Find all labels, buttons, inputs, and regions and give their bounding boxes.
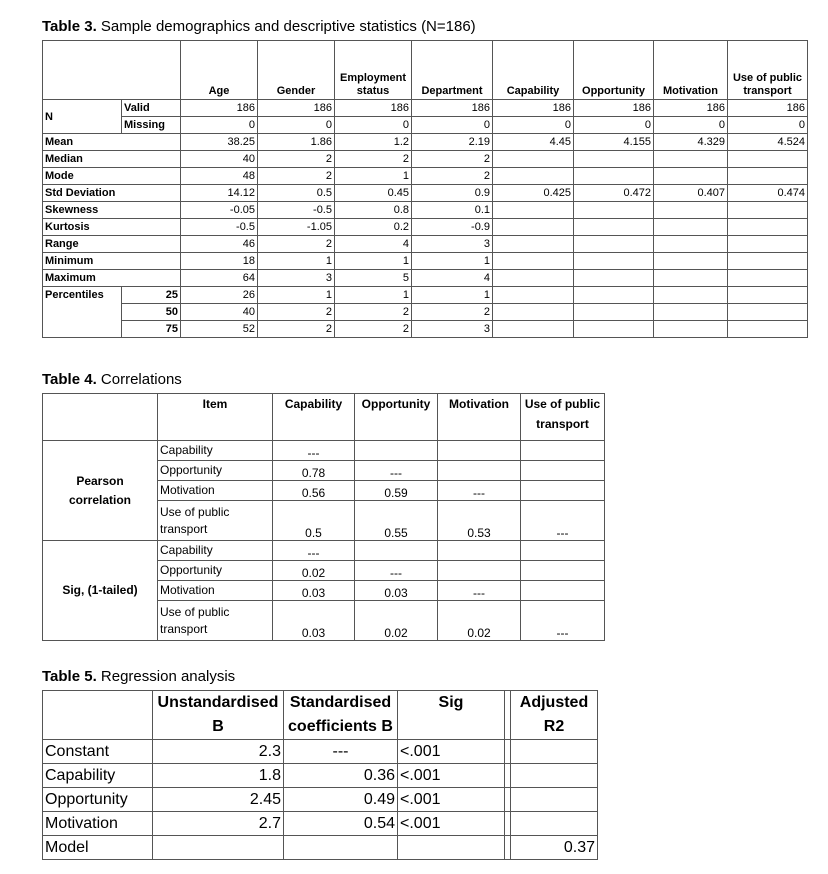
table3-cell: 0.425	[493, 185, 574, 202]
table3-cell	[728, 321, 808, 338]
table3-cell	[493, 151, 574, 168]
table3-row-sublabel: Missing	[122, 117, 181, 134]
table3-row	[43, 253, 808, 270]
table4-item-label: Opportunity	[158, 561, 273, 581]
table4-group-label: Sig, (1-tailed)	[43, 541, 158, 641]
table4-cell: 0.53	[438, 501, 521, 541]
table3-cell: 186	[412, 100, 493, 117]
table3-cell: 0	[412, 117, 493, 134]
table3-cell	[493, 270, 574, 287]
table3-cell	[493, 304, 574, 321]
table4-cell	[521, 581, 605, 601]
table5-unstandardised-b	[153, 836, 284, 860]
table3-cell: 1	[258, 287, 335, 304]
table4-cell: ---	[521, 501, 605, 541]
table3-cell: 40	[181, 151, 258, 168]
table5-adjusted-r2	[511, 812, 598, 836]
table3-row-label: Skewness	[43, 202, 181, 219]
table3-cell	[728, 202, 808, 219]
table3-cell	[728, 304, 808, 321]
table4-cell: ---	[438, 481, 521, 501]
table3-cell: 1	[335, 168, 412, 185]
table3-cell	[728, 270, 808, 287]
table4-cell	[521, 541, 605, 561]
table3-column-header: Gender	[258, 41, 335, 100]
table3-cell	[574, 253, 654, 270]
table3-cell: 1	[258, 253, 335, 270]
table3-percentile-value: 25	[122, 287, 181, 304]
table4-row	[43, 541, 605, 561]
table3-cell: 4	[335, 236, 412, 253]
table3-percentile-row	[43, 287, 808, 304]
table3-cell	[574, 236, 654, 253]
table3-cell: 0	[181, 117, 258, 134]
table4-cell	[521, 461, 605, 481]
table3-header-row	[43, 41, 808, 100]
table3-cell	[728, 253, 808, 270]
table3-row	[43, 185, 808, 202]
table3-cell: 0	[258, 117, 335, 134]
table3-cell	[493, 321, 574, 338]
table3-caption	[42, 18, 476, 35]
table4-cell: 0.78	[273, 461, 355, 481]
table3-cell: 52	[181, 321, 258, 338]
table4-cell	[438, 441, 521, 461]
table3-cell: 2	[335, 151, 412, 168]
table4-cell: ---	[355, 461, 438, 481]
table4-caption-number: Table 4.	[42, 371, 97, 388]
table3-cell	[574, 270, 654, 287]
table3-cell: 3	[412, 321, 493, 338]
table4-caption	[42, 371, 182, 388]
table3-caption-text: Sample demographics and descriptive statistics (N=186)	[96, 18, 476, 35]
table3-cell: 0.1	[412, 202, 493, 219]
table4-item-label: Capability	[158, 541, 273, 561]
table3-cell: 186	[654, 100, 728, 117]
table4-cell: 0.5	[273, 501, 355, 541]
table3-n-label: N	[43, 100, 122, 134]
table3-cell	[654, 202, 728, 219]
table3-cell: 0	[335, 117, 412, 134]
table3-cell: 46	[181, 236, 258, 253]
table4-item-label: Capability	[158, 441, 273, 461]
table3-cell	[728, 151, 808, 168]
table5-caption-text: Regression analysis	[96, 668, 236, 685]
table3-column-header: Capability	[493, 41, 574, 100]
table3-cell: -0.05	[181, 202, 258, 219]
table3-cell: 1.86	[258, 134, 335, 151]
table4-cell: ---	[521, 601, 605, 641]
table3-cell: 2	[412, 304, 493, 321]
table3-cell: 0.407	[654, 185, 728, 202]
table3-cell: -1.05	[258, 219, 335, 236]
table3-cell: 48	[181, 168, 258, 185]
table5-sig	[398, 836, 505, 860]
table3-cell: 3	[412, 236, 493, 253]
table3-row-label: Kurtosis	[43, 219, 181, 236]
table3-cell: 2.19	[412, 134, 493, 151]
table3-cell	[574, 151, 654, 168]
table3-cell	[654, 219, 728, 236]
table4-cell: 0.55	[355, 501, 438, 541]
table3-cell	[654, 236, 728, 253]
table3-caption-number: Table 3.	[42, 18, 97, 35]
table5-sig: <.001	[398, 788, 505, 812]
table3-cell	[654, 321, 728, 338]
table3-row-label: Std Deviation	[43, 185, 181, 202]
table3-column-header: Motivation	[654, 41, 728, 100]
table3-cell	[728, 219, 808, 236]
table4-item-label: Motivation	[158, 581, 273, 601]
table3-row-label: Maximum	[43, 270, 181, 287]
table4-cell: ---	[355, 561, 438, 581]
table3-row-sublabel: Valid	[122, 100, 181, 117]
table5-row	[43, 740, 598, 764]
table4-group-label: Pearson correlation	[43, 441, 158, 541]
table3-cell: 64	[181, 270, 258, 287]
table4-column-header: Use of public transport	[521, 394, 605, 441]
table4-cell: 0.03	[273, 601, 355, 641]
table3-cell: 2	[258, 168, 335, 185]
table5-unstandardised-b: 2.45	[153, 788, 284, 812]
table5-standardised-b: 0.36	[284, 764, 398, 788]
table4-cell	[521, 561, 605, 581]
table4-caption-text: Correlations	[96, 371, 182, 388]
table4-column-header: Item	[158, 394, 273, 441]
table3-cell: 26	[181, 287, 258, 304]
table3-cell	[654, 168, 728, 185]
table3-cell	[493, 168, 574, 185]
table5-column-header: Adjusted R2	[511, 691, 598, 740]
table4-cell: 0.59	[355, 481, 438, 501]
table3-cell: 38.25	[181, 134, 258, 151]
table3-cell	[728, 287, 808, 304]
table3-cell: 2	[335, 321, 412, 338]
table5-column-header: Sig	[398, 691, 505, 740]
table3-row-label: Range	[43, 236, 181, 253]
table5-regression-analysis	[42, 690, 598, 860]
table4-corner-cell	[43, 394, 158, 441]
table4-correlations	[42, 393, 605, 641]
table3-cell: 4	[412, 270, 493, 287]
table4-cell	[438, 541, 521, 561]
table3-cell	[654, 151, 728, 168]
table4-cell	[355, 441, 438, 461]
table3-cell: 1	[412, 253, 493, 270]
table5-column-header: Standardised coefficients B	[284, 691, 398, 740]
table3-cell: 2	[258, 151, 335, 168]
table3-cell: 186	[335, 100, 412, 117]
table3-cell: 14.12	[181, 185, 258, 202]
table3-row	[43, 117, 808, 134]
table5-standardised-b: 0.54	[284, 812, 398, 836]
table5-caption	[42, 668, 235, 685]
table4-cell: 0.02	[355, 601, 438, 641]
table3-cell: 5	[335, 270, 412, 287]
table4-header-row	[43, 394, 605, 441]
table3-cell	[574, 321, 654, 338]
table3-row	[43, 168, 808, 185]
table5-row	[43, 836, 598, 860]
table3-cell: -0.9	[412, 219, 493, 236]
table3-cell: 1.2	[335, 134, 412, 151]
table5-unstandardised-b: 2.3	[153, 740, 284, 764]
table3-column-header: Use of public transport	[728, 41, 808, 100]
table3-cell: 186	[574, 100, 654, 117]
table4-cell: 0.02	[273, 561, 355, 581]
table3-column-header: Department	[412, 41, 493, 100]
table3-column-header: Employment status	[335, 41, 412, 100]
table3-cell: 4.155	[574, 134, 654, 151]
table3-corner-cell	[43, 41, 181, 100]
table5-column-header: Unstandardised B	[153, 691, 284, 740]
table5-adjusted-r2	[511, 764, 598, 788]
table5-row-label: Constant	[43, 740, 153, 764]
table3-cell: 0.5	[258, 185, 335, 202]
table3-cell	[654, 253, 728, 270]
table5-standardised-b: ---	[284, 740, 398, 764]
table3-cell: -0.5	[258, 202, 335, 219]
table3-cell: 4.329	[654, 134, 728, 151]
table4-column-header: Opportunity	[355, 394, 438, 441]
table5-sig: <.001	[398, 764, 505, 788]
table3-cell: 0.2	[335, 219, 412, 236]
table3-cell: 4.524	[728, 134, 808, 151]
table3-row	[43, 202, 808, 219]
table5-adjusted-r2: 0.37	[511, 836, 598, 860]
table3-cell	[493, 253, 574, 270]
table3-cell	[574, 168, 654, 185]
table3-cell: 2	[258, 304, 335, 321]
table3-cell: 0.9	[412, 185, 493, 202]
table3-cell: 4.45	[493, 134, 574, 151]
table4-cell	[521, 481, 605, 501]
table5-row-label: Capability	[43, 764, 153, 788]
table3-cell	[574, 287, 654, 304]
table3-row	[43, 134, 808, 151]
table4-row	[43, 441, 605, 461]
table5-row-label: Model	[43, 836, 153, 860]
table3-cell: 3	[258, 270, 335, 287]
table5-adjusted-r2	[511, 740, 598, 764]
table3-percentile-value: 50	[122, 304, 181, 321]
table3-cell: 40	[181, 304, 258, 321]
table4-column-header: Capability	[273, 394, 355, 441]
table3-cell	[493, 219, 574, 236]
table3-cell	[728, 236, 808, 253]
table4-cell: 0.03	[355, 581, 438, 601]
table4-cell: ---	[438, 581, 521, 601]
table5-sig: <.001	[398, 812, 505, 836]
table3-cell: 0.45	[335, 185, 412, 202]
table3-cell: 1	[335, 287, 412, 304]
table3-descriptive-statistics	[42, 40, 808, 338]
table5-header-row	[43, 691, 598, 740]
table5-row	[43, 788, 598, 812]
table4-cell: 0.56	[273, 481, 355, 501]
table3-cell: 2	[412, 168, 493, 185]
table3-cell: 2	[258, 321, 335, 338]
table5-sig: <.001	[398, 740, 505, 764]
table5-standardised-b	[284, 836, 398, 860]
table3-cell	[654, 270, 728, 287]
table3-percentile-value: 75	[122, 321, 181, 338]
table3-cell: 0	[728, 117, 808, 134]
table5-row	[43, 812, 598, 836]
table3-cell: 0	[574, 117, 654, 134]
table4-cell	[438, 561, 521, 581]
table5-unstandardised-b: 1.8	[153, 764, 284, 788]
table4-cell: 0.03	[273, 581, 355, 601]
table4-column-header: Motivation	[438, 394, 521, 441]
table3-column-header: Opportunity	[574, 41, 654, 100]
table3-cell	[493, 287, 574, 304]
table3-cell: 186	[493, 100, 574, 117]
table3-cell	[574, 202, 654, 219]
table5-standardised-b: 0.49	[284, 788, 398, 812]
table3-cell: 1	[412, 287, 493, 304]
table3-cell: 0.474	[728, 185, 808, 202]
table3-row-label: Mode	[43, 168, 181, 185]
table3-column-header: Age	[181, 41, 258, 100]
table4-cell: ---	[273, 441, 355, 461]
table4-cell: ---	[273, 541, 355, 561]
table3-cell: 2	[258, 236, 335, 253]
table3-cell: 2	[412, 151, 493, 168]
table4-cell	[438, 461, 521, 481]
table3-row-label: Mean	[43, 134, 181, 151]
table4-item-label: Use of public transport	[158, 601, 273, 641]
table3-row-label: Median	[43, 151, 181, 168]
table3-cell	[574, 219, 654, 236]
table3-cell	[728, 168, 808, 185]
table5-caption-number: Table 5.	[42, 668, 97, 685]
table4-cell: 0.02	[438, 601, 521, 641]
table3-row	[43, 219, 808, 236]
table3-percentiles-label: Percentiles	[43, 287, 122, 338]
table3-percentile-row	[43, 304, 808, 321]
table5-row-label: Opportunity	[43, 788, 153, 812]
table5-unstandardised-b: 2.7	[153, 812, 284, 836]
table3-cell	[654, 287, 728, 304]
table3-cell: 0.8	[335, 202, 412, 219]
table5-row-label: Motivation	[43, 812, 153, 836]
table5-column-header	[43, 691, 153, 740]
table3-row	[43, 100, 808, 117]
table3-cell: 0	[493, 117, 574, 134]
table5-adjusted-r2	[511, 788, 598, 812]
table3-cell	[574, 304, 654, 321]
table3-cell: 0.472	[574, 185, 654, 202]
table4-cell	[355, 541, 438, 561]
table5-row	[43, 764, 598, 788]
table3-row	[43, 236, 808, 253]
table3-cell: 186	[728, 100, 808, 117]
table4-item-label: Opportunity	[158, 461, 273, 481]
table4-item-label: Motivation	[158, 481, 273, 501]
table3-cell: 186	[181, 100, 258, 117]
table3-percentile-row	[43, 321, 808, 338]
table3-cell: -0.5	[181, 219, 258, 236]
table4-item-label: Use of public transport	[158, 501, 273, 541]
table3-cell	[493, 236, 574, 253]
table3-cell: 1	[335, 253, 412, 270]
table3-cell: 0	[654, 117, 728, 134]
table3-cell	[654, 304, 728, 321]
table3-row-label: Minimum	[43, 253, 181, 270]
table3-cell: 18	[181, 253, 258, 270]
table3-cell	[493, 202, 574, 219]
table4-cell	[521, 441, 605, 461]
table3-row	[43, 270, 808, 287]
table3-cell: 186	[258, 100, 335, 117]
table3-cell: 2	[335, 304, 412, 321]
table3-row	[43, 151, 808, 168]
